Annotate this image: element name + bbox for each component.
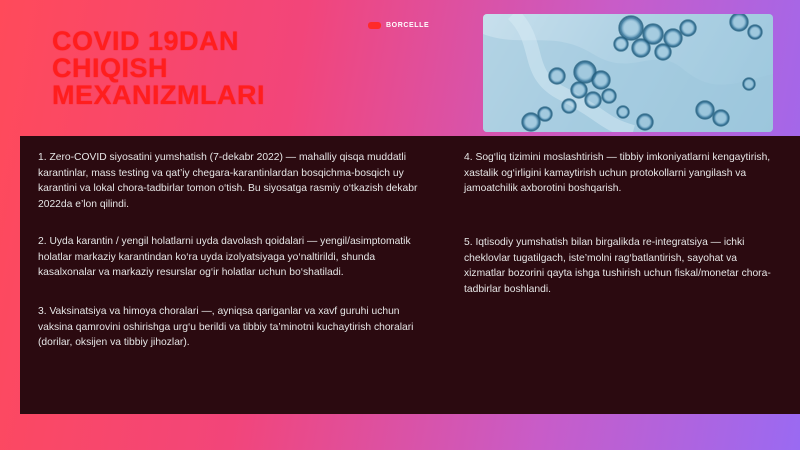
list-item: 3. Vaksinatsiya va himoya choralari —, ayniqsa qariganlar va xavf guruhi uchun vaksina qamrovini oshirishga urg‘u berildi va tibbiy ta’minotni kuchaytirish choralari (dorilar, oksijen va tibbiy jihozlar).: [38, 306, 414, 348]
list-item: 4. Sog‘liq tizimini moslashtirish — tibbiy imkoniyatlarni kengaytirish, xastalik og‘irligini kamaytirish uchun protokollarni yangilash va jamoatchilik axborotini boshqarish.: [464, 152, 771, 194]
content-panel: [20, 136, 800, 414]
list-item: 2. Uyda karantin / yengil holatlarni uyda davolash qoidalari — yengil/asimptomatik holatlar markaziy karantindan ko‘ra uyda izolyatsiyaga yo‘naltirildi, shunda kasalxonalar va markaziy resurslar og‘ir holatlar uchun bo‘shatiladi.: [38, 236, 411, 278]
list-item: 1. Zero-COVID siyosatini yumshatish (7-dekabr 2022) — mahalliy qisqa muddatli karantinlar, mass testing va qat’iy chegara-karantinlardan bosqichma-bosqich uy karantini va lokal chora-tadbirlar tomon o‘tish. Bu siyosatga rasmiy o‘tkazish dekabr 2022da e’lon qilindi.: [38, 152, 418, 210]
virus-cells-illustration: [483, 14, 773, 132]
brand-logo: [368, 19, 429, 31]
brand-name: BORCELLE: [386, 21, 430, 29]
slide-title: COVID 19DAN CHIQISH MEXANIZMLARI: [52, 26, 265, 110]
brand-mark-icon: [368, 22, 381, 29]
virus-microscope-image: [483, 14, 773, 132]
list-item: 5. Iqtisodiy yumshatish bilan birgalikda re-integratsiya — ichki cheklovlar tugatilgach, iste’molni rag‘batlantirish, sayohat va xizmatlar bozorini qayta ishga tushirish uchun fiskal/monetar chora-tadbirlar boshlandi.: [464, 237, 771, 295]
